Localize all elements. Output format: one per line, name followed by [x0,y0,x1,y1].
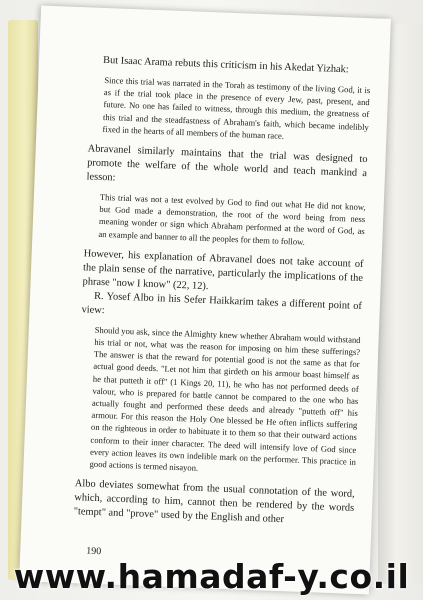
quote-abravanel: This trial was not a test evolved by God to find out what He did not know, but God made a demonstration, the root of the word being from ness meaning wonder or sign which Abraham performed at the word of God, as an example and banner to all the peoples for them to follow. [98,191,366,247]
page-text [73,53,371,530]
paragraph-abravanel-intro: Abravanel similarly maintains that the trial was designed to promote the welfare of the whole world and teach mankind a lesson: [86,143,368,184]
paragraph-abravanel-critique: However, his explanation of Abravanel does not take account of the plain sense of the narrative, particularly the implications of the phrase "now I know" (22, 12). [82,248,364,292]
book-page [19,5,391,594]
quote-akedat-yizhak: Since this trial was narrated in the Torah as testimony of the living God, it is as if the trial took place in the presence of every Jew, past, present, and future. No one has failed to witness, through this medium, the greatness of this trial and the steadfastness of Abraham's faith, which became indelibly fixed in the hearts of all members of the human race. [102,74,371,141]
page-number: 190 [86,545,102,558]
paragraph-arama-intro: But Isaac Arama rebuts this criticism in his Akedat Yizhak: [102,54,349,76]
paragraph-albo-deviation: Albo deviates somewhat from the usual connotation of the word, which, according to him, cannot then be rendered by the words "tempt" and "prove" used by the English and other [73,478,355,526]
paragraph-albo-intro: R. Yosef Albo in his Sefer Haikkarim takes a different point of view: [81,290,363,316]
quote-sefer-haikkarim: Should you ask, since the Almighty knew whether Abraham would withstand his trial or not, what was the reason for imposing on him these sufferings? The answer is that the reward for potential good is not the same as that for actual good deeds. "Let not him that girdeth on his armour boast himself as he that putteth it off" (1 Kings 20, 11), he who has not performed deeds of valour, who is prepared for battle cannot be compared to the one who has actually fought and performed these deeds and already "putteth off" his armour. For this reason the Holy One blessed be He often inflicts suffering on the righteous in order to habituate it to them so that their outward actions conform to their inner character. The deed will intensify love of God since every action leaves its own indelible mark on the performer. This practice in good actions is termed nisayon. [89,324,361,473]
website-watermark: www.hamadaf-y.co.il [13,557,410,596]
